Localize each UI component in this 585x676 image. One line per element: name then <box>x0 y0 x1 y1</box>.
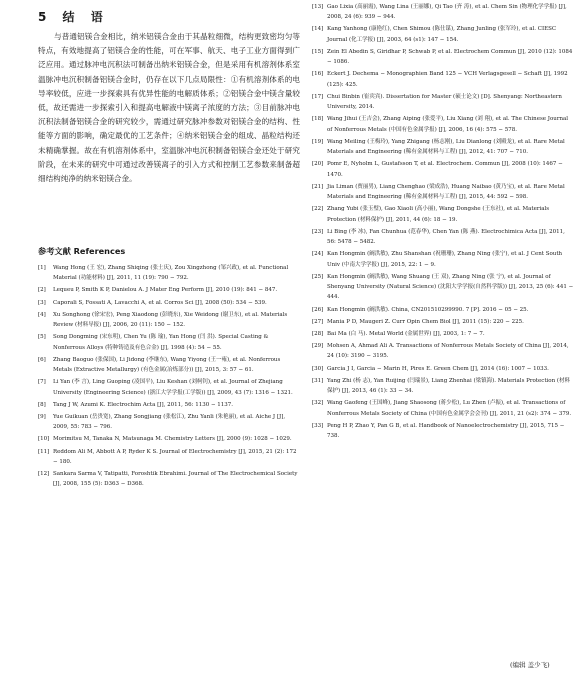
reference-number: [7] <box>38 379 46 386</box>
reference-item <box>38 355 300 376</box>
reference-number: [32] <box>312 400 324 407</box>
reference-item <box>38 285 300 295</box>
reference-item <box>312 249 574 270</box>
references-heading: 参考文献 References <box>38 246 126 256</box>
reference-number: [3] <box>38 299 46 306</box>
reference-text: Wang Meiling (王梅玲), Yang Zhigang (杨志刚), Liu Dianlong (刘殿龙), et al. Rare Metal Materials and Engineering (稀有金属材料与工程) [J], 2012, 41: 707 − 710. <box>327 138 565 156</box>
reference-text: Wang Jihui (王吉会), Zhang Aiping (张爱平), Liu Xiang (刘 翔), et al. The Chinese Journal of Nonferrous Metals (中国有色金属学报) [J], 2006, 16 (4): 575 − 578. <box>327 116 569 133</box>
reference-text: Lequeu P, Smith K P, Danielou A. J Mater Eng Perform [J], 2010 (19): 841 − 847. <box>53 287 278 294</box>
reference-item <box>312 92 574 113</box>
reference-text: Zhang Baoguo (张保国), Li Jidong (李继东), Wang Yiyong (王一雍), et al. Nonferrous Metals (Extractive Metallurgy) (有色金属(冶炼部分)) [J], 2015, 3: 57 − 61. <box>53 356 281 374</box>
reference-item <box>38 400 300 410</box>
reference-number: [13] <box>312 4 324 10</box>
reference-text: Yue Guikuan (岳贵宽), Zhang Songjiang (张松江), Zhu Yanli (朱艳丽), et al. Aiche J [J], 2009, 55: 783 − 796. <box>53 413 286 431</box>
reference-text: Chui Binbin (崔宾宾). Dissertation for Master (硕士论文) [D]. Shenyang: Northeastern University, 2014. <box>327 93 562 111</box>
reference-item <box>312 398 574 419</box>
reference-number: [30] <box>312 365 324 372</box>
reference-item <box>38 310 300 331</box>
reference-item <box>312 204 574 225</box>
reference-item <box>312 317 574 327</box>
reference-number: [24] <box>312 251 324 258</box>
reference-number: [31] <box>312 377 324 384</box>
reference-text: Li Yan (李 言), Ling Guoping (凌国平), Liu Keshan (刘柯钊), et al. Journal of Zhejiang University (Engineering Science) (浙江大学学报(工学版)) [J], 2009, 43 (7): 1316 − 1321. <box>53 379 293 396</box>
reference-text: Zein El Abedin S, Giridhar P, Schwab P, et al. Electrochem Commun [J], 2010 (12): 1084 − 1086. <box>327 48 573 66</box>
reference-text: Tang J W, Azumi K. Electrochim Acta [J], 2011, 56: 1130 − 1137. <box>53 401 234 408</box>
reference-item <box>38 377 300 398</box>
reference-text: Caporali S, Fossati A, Lavacchi A, et al. Corros Sci [J], 2008 (50): 534 − 539. <box>53 299 267 306</box>
reference-number: [2] <box>38 287 46 294</box>
reference-item <box>312 2 574 23</box>
reference-text: Garcia J I, Garcia − Marin H, Pires E. Green Chem [J], 2014 (16): 1007 − 1033. <box>327 365 549 372</box>
reference-number: [8] <box>38 401 46 408</box>
reference-item <box>312 47 574 68</box>
reference-text: Eckert J. Dechema − Monographien Band 125 − VCH Verlagsgesell − Schaft [J], 1992 (125): 425. <box>327 71 568 88</box>
reference-number: [9] <box>38 413 46 420</box>
reference-number: [27] <box>312 318 324 325</box>
reference-number: [28] <box>312 330 324 337</box>
reference-number: [15] <box>312 48 324 55</box>
reference-item <box>312 69 574 90</box>
reference-item <box>38 298 300 308</box>
reference-number: [17] <box>312 93 324 100</box>
reference-item <box>38 447 300 468</box>
reference-text: Zhang Yubi (张玉璧), Gao Xiaoli (高小丽), Wang Dongshe (王东社), et al. Materials Protection (材料保护) [J], 2011, 44 (6): 18 − 19. <box>327 206 550 223</box>
section-title: 5 结 语 <box>38 10 109 24</box>
reference-list-left <box>38 263 300 492</box>
reference-item <box>312 421 574 442</box>
reference-number: [4] <box>38 311 46 318</box>
reference-item <box>312 364 574 374</box>
reference-item <box>312 227 574 248</box>
reference-list-right <box>312 2 574 443</box>
reference-item <box>312 305 574 315</box>
reference-number: [25] <box>312 273 324 280</box>
reference-item <box>312 329 574 339</box>
reference-text: Reddom Ali M, Abbott A P, Ryder K S. Journal of Electrochemistry [J], 2015, 21 (2): 172 − 180. <box>53 448 297 465</box>
reference-number: [18] <box>312 116 324 123</box>
reference-text: Peng H P, Zhao Y, Pan G B, et al. Handbook of Nanoelectrochemistry [J], 2015, 715 − 738. <box>327 422 565 440</box>
reference-item <box>312 341 574 362</box>
reference-text: Jia Liman (贾丽男), Liang Chenghao (梁成浩), Huang Naibao (黄乃宝), et al. Rare Metal Materials and Engineering (稀有金属材料与工程) [J], 2015, 44: 592 − 598. <box>327 183 565 201</box>
reference-item <box>38 434 300 444</box>
conclusion-paragraph: 与普通铝镁合金相比，纳米铝镁合金由于其晶粒细微，结构更致密均匀等特点，有效地提高了铝镁合金的性能，可在军事、航天、电子工业方面得到广泛应用。通过脉冲电沉积法可制备出纳米铝镁合金，但是采用有机溶剂体系室温脉冲电沉积制备铝镁合金时，仍存在以下几点局限性：①有机溶剂体系的电导率较低，应进一步探索具有优异性能的电解质体系；②铝镁合金中镁含量较低，故还需进一步探索引入和提高电解液中镁离子浓度的方法；③目前脉冲电沉积法制备铝镁合金的研究较少，需通过研究脉冲参数对铝镁合金的结构、性能等方面的影响，确定最优的工艺条件；④纳米铝镁合金的组成、晶粒结构还未精确掌握。故在有机溶剂体系中，室温脉冲电沉积制备铝镁合金还处于研究阶段，在未来的研究中可通过改善镁离子的引入方式和控制工艺参数来制备超细结构纯净的纳米铝镁合金。 <box>38 32 300 184</box>
reference-number: [22] <box>312 206 324 213</box>
reference-item <box>312 114 574 135</box>
reference-number: [23] <box>312 228 324 235</box>
reference-item <box>312 376 574 397</box>
reference-item <box>312 24 574 45</box>
reference-text: Wang Hong (王 宏), Zhang Shiqing (张士庆), Zou Xingzhong (邹兴政), et al. Functional Material (功能材料) [J], 2011, 11 (19): 790 − 792. <box>53 265 289 282</box>
reference-item <box>38 412 300 433</box>
editor-note: (编辑 盖少飞) <box>510 661 550 669</box>
reference-number: [19] <box>312 138 324 145</box>
reference-number: [1] <box>38 265 46 271</box>
reference-number: [11] <box>38 448 50 455</box>
reference-text: Li Bing (李 冰), Fan Chunhua (范春华), Chen Yan (陈 燕). Electrochimica Acta [J], 2011, 56: 5478 − 5482. <box>327 228 565 246</box>
reference-text: Wang Gaofeng (王国峰), Jiang Shaosong (蒋少松), Lu Zhen (卢振), et al. Transactions of Nonferrous Metals Society of China (中国有色金属学会会刊) [J], 2011, 21 (s2): 374 − 379. <box>327 400 572 417</box>
reference-number: [29] <box>312 343 324 350</box>
reference-text: Morimitsu M, Tanaka N, Matsunaga M. Chemistry Letters [J], 2000 (9): 1028 − 1029. <box>53 436 292 443</box>
reference-number: [20] <box>312 161 324 168</box>
reference-text: Bai Ma (白 马). Metal World (金属世界) [J], 2003, 1: 7 − 7. <box>327 330 485 337</box>
reference-text: Pomr E, Nyholm L, Gustafsson T, et al. Electrochem. Commun [J], 2008 (10): 1467 − 1470. <box>327 161 563 178</box>
reference-text: Xu Songhong (徐宋宏), Peng Xiaodong (彭晓东), Xie Weidong (谢卫东), et al. Materials Review (材料导报) [J], 2006, 20 (11): 150 − 152. <box>53 311 288 329</box>
reference-number: [16] <box>312 71 324 78</box>
reference-number: [12] <box>38 471 50 478</box>
reference-text: Mania P D, Maugeri Z. Curr Opin Chem Biol [J], 2011 (15): 220 − 225. <box>327 318 524 325</box>
reference-number: [14] <box>312 26 324 33</box>
reference-text: Kang Yanhong (康艳红), Chen Shimou (陈仕谋), Zhang Junling (张军玲), et al. CIESC Journal (化工学报) [J], 2003, 64 (s1): 147 − 154. <box>327 26 557 43</box>
reference-number: [10] <box>38 436 50 443</box>
reference-text: Mohsen A, Ahmad Ali A. Transactions of Nonferrous Metals Society of China [J], 2014, 24 (10): 3190 − 3195. <box>327 343 569 360</box>
reference-item <box>312 159 574 180</box>
reference-number: [26] <box>312 306 324 313</box>
reference-text: Yang Zhi (杨 志), Yan Ruijing (闫瑞景), Liang Zhenhai (梁镇海). Materials Protection (材料保护) [J], 2013, 46 (1): 33 − 34. <box>327 377 571 395</box>
reference-item <box>38 469 300 490</box>
reference-item <box>312 272 574 303</box>
reference-item <box>312 182 574 203</box>
reference-item <box>38 263 300 284</box>
reference-text: Kan Hongmin (阚洪敏). China, CN201510299990. 7 [P]. 2016 − 05 − 25. <box>327 306 529 313</box>
reference-item <box>312 137 574 158</box>
reference-text: Kan Hongmin (阚洪敏), Wang Shuang (王 双), Zhang Ning (张 宁), et al. Journal of Shenyang University (Natural Science) (沈阳大学学报(自然科学版)) [J], 2013, 25 (6): 441 − 444. <box>327 273 574 301</box>
reference-number: [33] <box>312 422 324 429</box>
reference-text: Song Dongming (宋东明), Chen Yu (陈 瑜), Yan Hong (闫 洪). Special Casting & Nonferrous Alloys (特种铸造及有色合金) [J], 1998 (4): 54 − 55. <box>53 334 269 351</box>
reference-number: [5] <box>38 334 46 341</box>
reference-text: Sankara Sarma V, Tatipatti, Foroshtik Ebrahimi. Journal of The Electrochemical Society [J], 2008, 155 (5): D363 − D368. <box>53 471 298 488</box>
reference-number: [21] <box>312 183 324 190</box>
reference-number: [6] <box>38 356 46 363</box>
reference-text: Kan Hongmin (阚洪敏), Zhu Shanshan (祝珊珊), Zhang Ning (张宁), et al. J Cent South Univ (中南大学学报) [J], 2015, 22: 1 − 9. <box>327 251 563 268</box>
reference-item <box>38 332 300 353</box>
reference-text: Gao Lixia (高丽霞), Wang Lina (王丽娜), Qi Tao (齐 涛), et al. Chem Sin (物理化学学报) [J], 2008, 24 (6): 939 − 944. <box>327 4 567 21</box>
